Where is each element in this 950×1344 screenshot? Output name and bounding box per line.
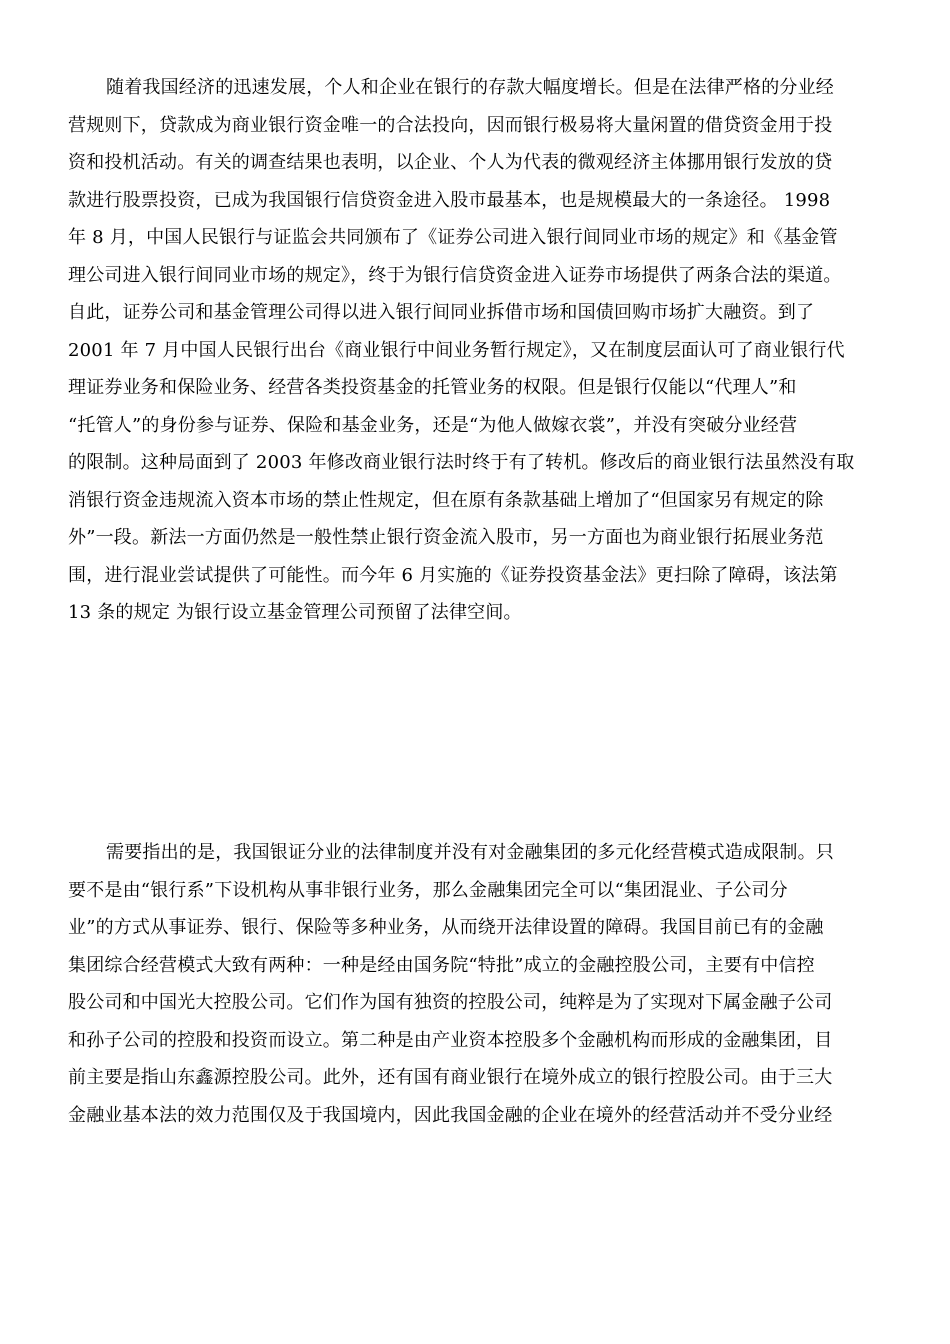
text-line: 自此，证券公司和基金管理公司得以进入银行间同业拆借市场和国债回购市场扩大融资。到了 xyxy=(68,302,815,323)
text-line: 和孙子公司的控股和投资而设立。第二种是由产业资本控股多个金融机构而形成的金融集团，目 xyxy=(68,1029,833,1051)
text-line: 要不是由“银行系”下设机构从事非银行业务，那么金融集团完全可以“集团混业、子公司分 xyxy=(68,879,788,901)
text-line: 的限制。这种局面到了 2003 年修改商业银行法时终于有了转机。修改后的商业银行法虽然没有取 xyxy=(68,452,855,473)
text-line: 集团综合经营模式大致有两种：一种是经由国务院“特批”成立的金融控股公司，主要有中信控 xyxy=(68,954,815,976)
text-line: 13 条的规定 为银行设立基金管理公司预留了法律空间。 xyxy=(68,602,522,623)
text-line: 年 8 月，中国人民银行与证监会共同颁布了《证券公司进入银行间同业市场的规定》和《基金管 xyxy=(68,227,838,248)
text-line: 股公司和中国光大控股公司。它们作为国有独资的控股公司，纯粹是为了实现对下属金融子公司 xyxy=(68,992,833,1013)
text-line: 围，进行混业尝试提供了可能性。而今年 6 月实施的《证券投资基金法》更扫除了障碍，该法第 xyxy=(68,564,838,586)
paragraph-2 xyxy=(68,834,888,1134)
text-line: 理公司进入银行间同业市场的规定》，终于为银行信贷资金进入证券市场提供了两条合法的渠道。 xyxy=(68,264,842,286)
text-line: 款进行股票投资，已成为我国银行信贷资金进入股市最基本，也是规模最大的一条途径。 1998 xyxy=(68,189,831,211)
text-line: 随着我国经济的迅速发展，个人和企业在银行的存款大幅度增长。但是在法律严格的分业经 xyxy=(106,77,834,98)
text-line: 金融业基本法的效力范围仅及于我国境内，因此我国金融的企业在境外的经营活动并不受分业经 xyxy=(68,1104,833,1126)
text-line: 外”一段。新法一方面仍然是一般性禁止银行资金流入股市，另一方面也为商业银行拓展业务范 xyxy=(68,527,824,548)
text-line: 营规则下，贷款成为商业银行资金唯一的合法投向，因而银行极易将大量闲置的借贷资金用于投 xyxy=(68,114,833,136)
text-line: 前主要是指山东鑫源控股公司。此外，还有国有商业银行在境外成立的银行控股公司。由于三大 xyxy=(68,1067,833,1088)
text-line: 业”的方式从事证券、银行、保险等多种业务，从而绕开法律设置的障碍。我国目前已有的金融 xyxy=(68,917,824,938)
text-line: 消银行资金违规流入资本市场的禁止性规定，但在原有条款基础上增加了“但国家另有规定的除 xyxy=(68,489,824,511)
text-line: 需要指出的是，我国银证分业的法律制度并没有对金融集团的多元化经营模式造成限制。只 xyxy=(106,842,834,863)
text-line: 资和投机活动。有关的调查结果也表明，以企业、个人为代表的微观经济主体挪用银行发放的贷 xyxy=(68,152,833,173)
text-line: 理证券业务和保险业务、经营各类投资基金的托管业务的权限。但是银行仅能以“代理人”和 xyxy=(68,377,797,398)
paragraph-1 xyxy=(68,69,888,632)
text-line: 2001 年 7 月中国人民银行出台《商业银行中间业务暂行规定》，又在制度层面认可了商业银行代 xyxy=(68,339,845,361)
text-line: “托管人”的身份参与证券、保险和基金业务，还是“为他人做嫁衣裳”，并没有突破分业经营 xyxy=(68,414,798,436)
